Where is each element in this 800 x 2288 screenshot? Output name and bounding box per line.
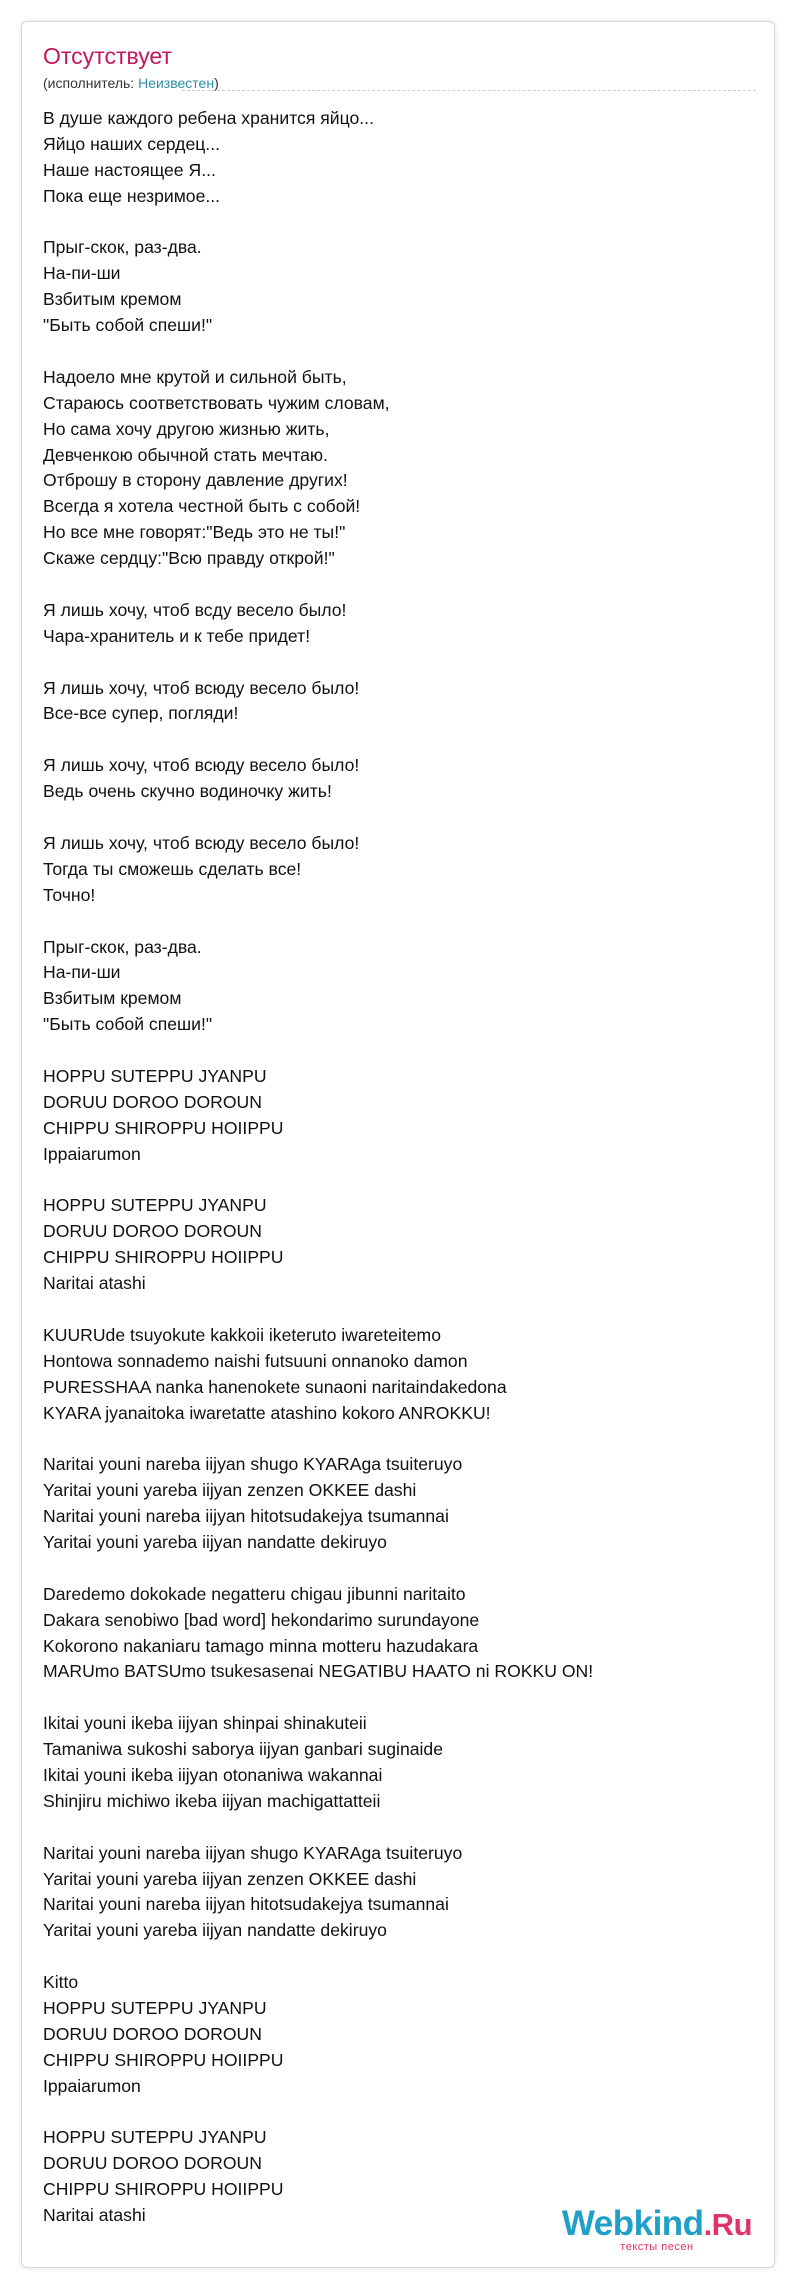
lyric-line: Скаже сердцу:"Всю правду открой!" [43, 548, 335, 569]
lyric-line: В душе каждого ребена хранится яйцо... [43, 108, 374, 128]
logo-main-text: Webkind [561, 2204, 704, 2243]
lyric-line: Yaritai youni yareba iijyan zenzen OKKEE dashi [43, 1868, 417, 1889]
lyric-line: Отброшу в сторону давление других! [43, 470, 348, 491]
lyric-line: CHIPPU SHIROPPU HOIIPPU [43, 1247, 284, 1268]
logo-tagline: тексты песен [620, 2241, 694, 2253]
lyric-line: HOPPU SUTEPPU JYANPU [43, 2127, 267, 2148]
lyric-line: Tamaniwa sukoshi saborya iijyan ganbari suginaide [43, 1739, 443, 1760]
lyric-line: Всегда я хотела честной быть с собой! [43, 496, 361, 517]
lyric-line: Стараюсь соответствовать чужим словам, [43, 392, 390, 413]
lyric-line: Взбитым кремом [43, 988, 182, 1009]
logo-wordmark [562, 2206, 752, 2243]
lyric-line: HOPPU SUTEPPU JYANPU [43, 1998, 267, 2019]
lyric-line [43, 1556, 754, 1582]
lyric-line [43, 805, 754, 831]
lyric-line: На-пи-ши [43, 962, 121, 983]
artist-prefix: (исполнитель: [43, 75, 139, 91]
lyric-line [43, 1944, 754, 1970]
lyric-line [43, 572, 754, 598]
lyric-line: Яйцо наших сердец... [43, 133, 220, 154]
lyric-line: Naritai youni nareba iijyan hitotsudakejya tsumannai [43, 1894, 449, 1915]
lyric-line: Kokorono nakaniaru tamago minna motteru hazudakara [43, 1635, 479, 1656]
lyric-line: DORUU DOROO DOROUN [43, 2023, 262, 2044]
lyric-line: Но сама хочу другою жизнью жить, [43, 418, 330, 439]
header-divider [182, 90, 756, 91]
lyric-line: Yaritai youni yareba iijyan nandatte dekiruyo [43, 1920, 387, 1941]
lyric-line: "Быть собой спеши!" [43, 1014, 213, 1035]
lyric-line: Ippaiarumon [43, 2075, 141, 2096]
lyric-line [43, 909, 754, 935]
lyric-line: "Быть собой спеши!" [43, 315, 213, 336]
song-title: Отсутствует [43, 43, 172, 69]
webkind-logo[interactable] [562, 2206, 752, 2253]
lyric-line [43, 1685, 754, 1711]
lyric-line: Naritai youni nareba iijyan shugo KYARAga tsuiteruyo [43, 1842, 463, 1863]
artist-link[interactable]: Неизвестен [138, 75, 215, 91]
lyrics-card [21, 21, 775, 2268]
lyric-line: Ikitai youni ikeba iijyan otonaniwa wakannai [43, 1765, 383, 1785]
lyric-line [43, 727, 754, 753]
lyric-line: Naritai youni nareba iijyan shugo KYARAga tsuiteruyo [43, 1454, 463, 1475]
lyric-line [43, 339, 754, 365]
lyric-line: MARUmo BATSUmo tsukesasenai NEGATIBU HAATO ni ROKKU ON! [43, 1661, 594, 1682]
lyric-line [43, 1426, 754, 1452]
lyric-line: PURESSHAA nanka hanenokete sunaoni naritaindakedona [43, 1376, 507, 1397]
lyric-line: KUURUde tsuyokute kakkoii iketeruto iwareteitemo [43, 1324, 441, 1345]
logo-domain: .Ru [703, 2207, 752, 2242]
lyric-line: Shinjiru michiwo ikeba iijyan machigattatteii [43, 1790, 381, 1811]
lyric-line: DORUU DOROO DOROUN [43, 1221, 262, 1242]
artist-suffix: ) [214, 75, 219, 91]
lyric-line: Я лишь хочу, чтоб всюду весело было! [43, 755, 360, 776]
lyric-line: Hontowa sonnademo naishi futsuuni onnanoko damon [43, 1350, 468, 1371]
lyric-line: HOPPU SUTEPPU JYANPU [43, 1195, 267, 1216]
lyric-line: CHIPPU SHIROPPU HOIIPPU [43, 2179, 284, 2200]
lyric-line: Dakara senobiwo [bad word] hekondarimo surundayone [43, 1609, 480, 1630]
lyric-line: Yaritai youni yareba iijyan zenzen OKKEE dashi [43, 1480, 417, 1501]
lyric-line: Ippaiarumon [43, 1143, 141, 1164]
lyric-line: DORUU DOROO DOROUN [43, 2153, 262, 2174]
lyric-line: Я лишь хочу, чтоб всду весело было! [43, 599, 347, 620]
lyric-line: Наше настоящее Я... [43, 159, 216, 180]
lyric-line [43, 210, 754, 236]
lyric-line: KYARA jyanaitoka iwaretatte atashino kokoro ANROKKU! [43, 1402, 491, 1423]
lyric-line: Взбитым кремом [43, 289, 182, 310]
lyric-line [43, 1168, 754, 1194]
lyric-line: Daredemo dokokade negatteru chigau jibunni naritaito [43, 1583, 466, 1604]
lyric-line: Точно! [43, 884, 96, 905]
lyric-line: Но все мне говорят:"Ведь это не ты!" [43, 522, 346, 543]
lyric-line: Ведь очень скучно водиночку жить! [43, 781, 332, 802]
lyric-line: HOPPU SUTEPPU JYANPU [43, 1065, 267, 1086]
lyric-line: Чара-хранитель и к тебе придет! [43, 625, 311, 646]
lyric-line: Я лишь хочу, чтоб всюду весело было! [43, 677, 360, 698]
lyric-line: Naritai atashi [43, 1273, 146, 1294]
lyric-line [43, 1038, 754, 1064]
lyric-line: Пока еще незримое... [43, 185, 221, 206]
lyric-line [43, 1297, 754, 1323]
lyric-line: Прыг-скок, раз-два. [43, 936, 202, 957]
lyric-line: На-пи-ши [43, 263, 121, 284]
lyric-line: Прыг-скок, раз-два. [43, 237, 202, 258]
lyric-line [43, 2100, 754, 2126]
lyric-line [43, 1815, 754, 1841]
lyric-line: Naritai youni nareba iijyan hitotsudakejya tsumannai [43, 1506, 449, 1527]
lyric-line: CHIPPU SHIROPPU HOIIPPU [43, 2049, 284, 2070]
lyric-line: Yaritai youni yareba iijyan nandatte dekiruyo [43, 1531, 387, 1552]
lyric-line: Девченкою обычной стать мечтаю. [43, 444, 328, 465]
lyric-line: Все-все супер, погляди! [43, 703, 239, 724]
lyric-line [43, 650, 754, 676]
lyric-line: Я лишь хочу, чтоб всюду весело было! [43, 832, 360, 853]
lyric-line: Надоело мне крутой и сильной быть, [43, 366, 347, 387]
lyric-line: Kitto [43, 1972, 79, 1993]
lyrics-text [43, 106, 754, 2229]
lyric-line: Тогда ты сможешь сделать все! [43, 858, 302, 879]
lyric-line: CHIPPU SHIROPPU HOIIPPU [43, 1117, 284, 1138]
lyric-line: Ikitai youni ikeba iijyan shinpai shinakuteii [43, 1713, 367, 1734]
lyric-line: Naritai atashi [43, 2205, 146, 2226]
lyric-line: DORUU DOROO DOROUN [43, 1091, 262, 1112]
